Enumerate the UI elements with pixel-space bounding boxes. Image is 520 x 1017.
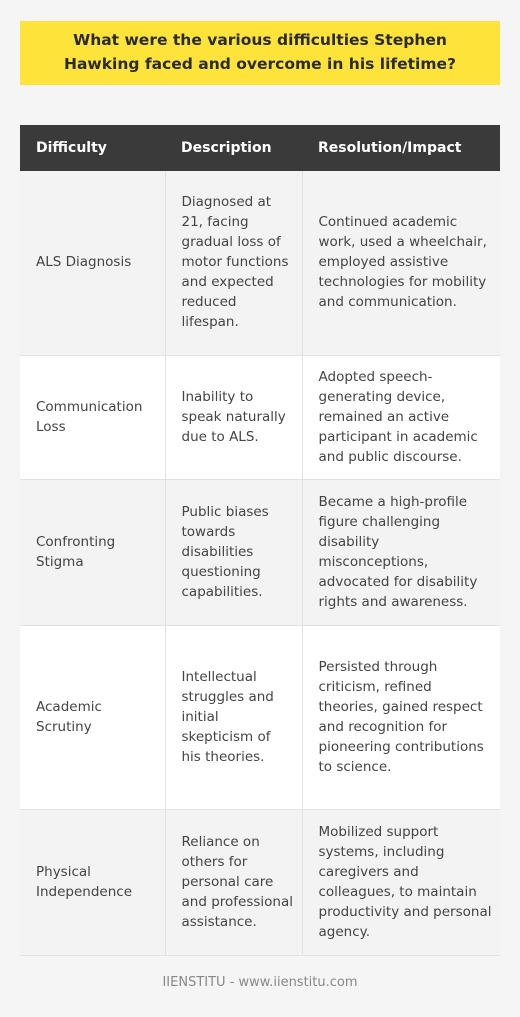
page-title: What were the various difficulties Stephen Hawking faced and overcome in his lifetime? (20, 21, 500, 85)
cell-resolution: Persisted through criticism, refined theories, gained respect and recognition for pioneering contributions to science. (302, 625, 500, 809)
cell-resolution: Became a high-profile figure challenging disability misconceptions, advocated for disability rights and awareness. (302, 479, 500, 625)
table-row (20, 809, 500, 955)
cell-difficulty: ALS Diagnosis (20, 171, 165, 355)
cell-resolution: Mobilized support systems, including caregivers and colleagues, to maintain productivity and personal agency. (302, 809, 500, 955)
cell-difficulty: Confronting Stigma (20, 479, 165, 625)
cell-difficulty: Academic Scrutiny (20, 625, 165, 809)
difficulties-table (20, 125, 500, 956)
table-row (20, 355, 500, 479)
cell-difficulty: Physical Independence (20, 809, 165, 955)
cell-description: Reliance on others for personal care and professional assistance. (165, 809, 302, 955)
table-row (20, 171, 500, 355)
cell-description: Public biases towards disabilities questioning capabilities. (165, 479, 302, 625)
cell-resolution: Continued academic work, used a wheelchair, employed assistive technologies for mobility and communication. (302, 171, 500, 355)
column-header-resolution: Resolution/Impact (302, 125, 500, 171)
cell-description: Inability to speak naturally due to ALS. (165, 355, 302, 479)
cell-resolution: Adopted speech-generating device, remained an active participant in academic and public discourse. (302, 355, 500, 479)
table-row (20, 625, 500, 809)
column-header-description: Description (165, 125, 302, 171)
cell-difficulty: Communication Loss (20, 355, 165, 479)
table-header-row (20, 125, 500, 171)
column-header-difficulty: Difficulty (20, 125, 165, 171)
footer-credit: IIENSTITU - www.iienstitu.com (162, 975, 358, 990)
cell-description: Intellectual struggles and initial skepticism of his theories. (165, 625, 302, 809)
table-row (20, 479, 500, 625)
cell-description: Diagnosed at 21, facing gradual loss of motor functions and expected reduced lifespan. (165, 171, 302, 355)
